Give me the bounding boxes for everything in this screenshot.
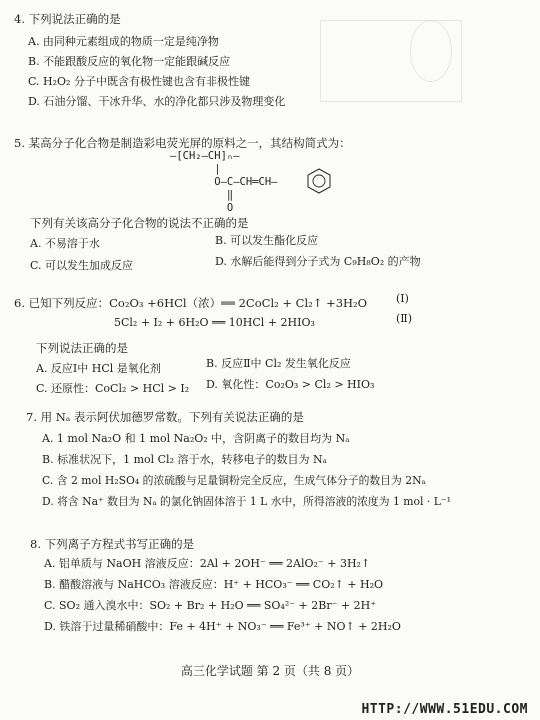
question-6-stem: 6. 已知下列反应：Co₂O₃ +6HCl（浓）══ 2CoCl₂ + Cl₂↑ +3H₂O [14,296,368,310]
q6-option-a: A. 反应Ⅰ中 HCl 是氧化剂 [36,362,161,375]
q6-option-d: D. 氧化性：Co₂O₃ > Cl₂ > HIO₃ [206,378,375,391]
site-watermark[interactable]: HTTP://WWW.51EDU.COM [361,702,528,717]
q5-option-b: B. 可以发生酯化反应 [215,234,319,247]
polymer-structure: —[CH₂—CH]ₙ— | O—C—CH═CH— ‖ O [170,150,278,214]
question-7-stem: 7. 用 Nₐ 表示阿伏加德罗常数。下列有关说法正确的是 [26,410,304,424]
reaction-2: 5Cl₂ + I₂ + 6H₂O ══ 10HCl + 2HIO₃ [114,316,315,329]
reaction-2-tag: (Ⅱ) [396,312,413,325]
q5-option-c: C. 可以发生加成反应 [30,259,134,272]
q4-option-b: B. 不能跟酸反应的氧化物一定能跟碱反应 [28,55,231,68]
q4-option-c: C. H₂O₂ 分子中既含有极性键也含有非极性键 [28,75,250,88]
q5-option-d: D. 水解后能得到分子式为 C₉H₈O₂ 的产物 [215,255,421,268]
question-4-stem: 4. 下列说法正确的是 [14,12,121,26]
q4-option-d: D. 石油分馏、干冰升华、水的净化都只涉及物理变化 [28,95,286,108]
q7-option-d: D. 将含 Na⁺ 数目为 Nₐ 的氯化钠固体溶于 1 L 水中，所得溶液的浓度为 1 mol · L⁻¹ [42,495,451,508]
q4-option-a: A. 由同种元素组成的物质一定是纯净物 [28,35,219,48]
benzene-ring-icon [306,168,332,194]
q7-option-b: B. 标准状况下，1 mol Cl₂ 溶于水，转移电子的数目为 Nₐ [42,453,327,466]
q7-option-c: C. 含 2 mol H₂SO₄ 的浓硫酸与足量铜粉完全反应，生成气体分子的数目为 2Nₐ [42,474,426,487]
q5-option-a: A. 不易溶于水 [30,237,100,250]
reaction-1-tag: (Ⅰ) [396,292,409,305]
q6-option-b: B. 反应Ⅱ中 Cl₂ 发生氧化反应 [206,357,351,370]
page-footer: 高三化学试题 第 2 页（共 8 页） [180,664,360,678]
q8-option-b: B. 醋酸溶液与 NaHCO₃ 溶液反应：H⁺ + HCO₃⁻ ══ CO₂↑ + H₂O [44,578,384,591]
q8-option-c: C. SO₂ 通入溴水中：SO₂ + Br₂ + H₂O ══ SO₄²⁻ + 2Br⁻ + 2H⁺ [44,599,377,612]
background-bleed-2 [410,20,452,82]
q6-sub-stem: 下列说法正确的是 [36,341,128,355]
q8-option-d: D. 铁溶于过量稀硝酸中：Fe + 4H⁺ + NO₃⁻ ══ Fe³⁺ + NO↑ + 2H₂O [44,620,401,633]
q6-option-c: C. 还原性：CoCl₂ > HCl > I₂ [36,382,190,395]
question-5-stem: 5. 某高分子化合物是制造彩电荧光屏的原料之一，其结构简式为： [14,136,351,150]
q5-sub-stem: 下列有关该高分子化合物的说法不正确的是 [30,216,249,230]
question-8-stem: 8. 下列离子方程式书写正确的是 [30,537,195,551]
q7-option-a: A. 1 mol Na₂O 和 1 mol Na₂O₂ 中，含阴离子的数目均为 Nₐ [42,432,350,445]
q8-option-a: A. 铝单质与 NaOH 溶液反应：2Al + 2OH⁻ ══ 2AlO₂⁻ + 3H₂↑ [44,557,371,570]
